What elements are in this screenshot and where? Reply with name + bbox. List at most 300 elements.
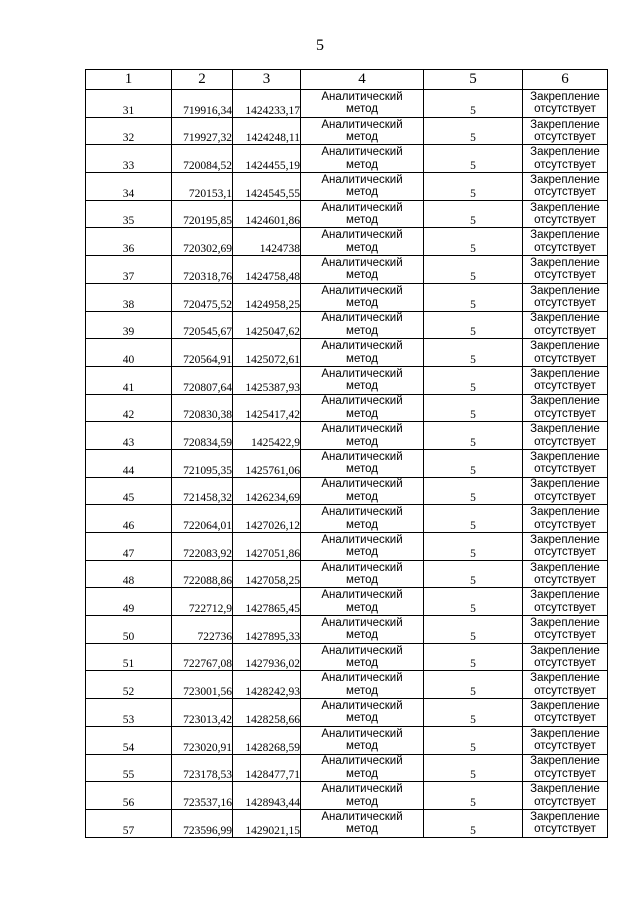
x-coordinate: 723020,91 — [172, 726, 233, 754]
x-coordinate: 722712,9 — [172, 588, 233, 616]
method-cell — [301, 616, 424, 644]
fixing-line-1: Закрепление — [530, 201, 600, 214]
fixing-line-1: Закрепление — [530, 173, 600, 186]
table-row — [86, 699, 608, 727]
fixing-line-1: Закрепление — [530, 229, 600, 242]
point-number: 40 — [86, 339, 172, 367]
fixing-line-2: отсутствует — [534, 214, 596, 227]
x-coordinate: 723537,16 — [172, 782, 233, 810]
x-coordinate: 722088,86 — [172, 560, 233, 588]
point-number: 42 — [86, 394, 172, 422]
x-coordinate: 720084,52 — [172, 145, 233, 173]
x-coordinate: 720195,85 — [172, 200, 233, 228]
accuracy-value: 5 — [424, 145, 523, 173]
method-cell — [301, 339, 424, 367]
fixing-line-2: отсутствует — [534, 380, 596, 393]
fixing-cell — [523, 477, 608, 505]
fixing-line-2: отсутствует — [534, 518, 596, 531]
y-coordinate: 1425072,61 — [233, 339, 301, 367]
table-row — [86, 283, 608, 311]
point-number: 43 — [86, 422, 172, 450]
y-coordinate: 1428943,44 — [233, 782, 301, 810]
table-row — [86, 505, 608, 533]
method-cell — [301, 754, 424, 782]
fixing-line-1: Закрепление — [530, 699, 600, 712]
y-coordinate: 1425417,42 — [233, 394, 301, 422]
table-row — [86, 533, 608, 561]
fixing-line-2: отсутствует — [534, 795, 596, 808]
fixing-cell — [523, 173, 608, 201]
accuracy-value: 5 — [424, 256, 523, 284]
table-row — [86, 339, 608, 367]
x-coordinate: 721095,35 — [172, 449, 233, 477]
method-cell — [301, 145, 424, 173]
fixing-line-1: Закрепление — [530, 672, 600, 685]
fixing-line-2: отсутствует — [534, 435, 596, 448]
y-coordinate: 1424233,17 — [233, 90, 301, 118]
y-coordinate: 1427051,86 — [233, 533, 301, 561]
x-coordinate: 720545,67 — [172, 311, 233, 339]
method-line-2: метод — [346, 186, 378, 199]
method-line-2: метод — [346, 490, 378, 503]
method-line-1: Аналитический — [321, 340, 403, 353]
y-coordinate: 1424601,86 — [233, 200, 301, 228]
method-line-2: метод — [346, 684, 378, 697]
fixing-line-2: отсутствует — [534, 407, 596, 420]
method-line-1: Аналитический — [321, 561, 403, 574]
method-cell — [301, 560, 424, 588]
table-row — [86, 311, 608, 339]
method-line-2: метод — [346, 269, 378, 282]
method-line-1: Аналитический — [321, 173, 403, 186]
accuracy-value: 5 — [424, 754, 523, 782]
fixing-line-2: отсутствует — [534, 546, 596, 559]
fixing-line-1: Закрепление — [530, 533, 600, 546]
fixing-cell — [523, 339, 608, 367]
column-header-2: 2 — [172, 70, 233, 90]
table-row — [86, 422, 608, 450]
fixing-line-2: отсутствует — [534, 657, 596, 670]
y-coordinate: 1427058,25 — [233, 560, 301, 588]
y-coordinate: 1424758,48 — [233, 256, 301, 284]
method-cell — [301, 533, 424, 561]
accuracy-value: 5 — [424, 505, 523, 533]
y-coordinate: 1424958,25 — [233, 283, 301, 311]
fixing-line-1: Закрепление — [530, 506, 600, 519]
y-coordinate: 1428477,71 — [233, 754, 301, 782]
method-cell — [301, 200, 424, 228]
y-coordinate: 1429021,15 — [233, 809, 301, 837]
method-cell — [301, 643, 424, 671]
method-line-2: метод — [346, 407, 378, 420]
x-coordinate: 720834,59 — [172, 422, 233, 450]
fixing-cell — [523, 699, 608, 727]
fixing-cell — [523, 283, 608, 311]
method-line-2: метод — [346, 131, 378, 144]
accuracy-value: 5 — [424, 477, 523, 505]
fixing-cell — [523, 560, 608, 588]
fixing-cell — [523, 643, 608, 671]
table-row — [86, 256, 608, 284]
y-coordinate: 1427865,45 — [233, 588, 301, 616]
point-number: 51 — [86, 643, 172, 671]
table-body — [86, 90, 608, 838]
point-number: 31 — [86, 90, 172, 118]
method-cell — [301, 394, 424, 422]
y-coordinate: 1428242,93 — [233, 671, 301, 699]
method-line-1: Аналитический — [321, 146, 403, 159]
fixing-line-1: Закрепление — [530, 478, 600, 491]
point-number: 48 — [86, 560, 172, 588]
fixing-line-2: отсутствует — [534, 463, 596, 476]
fixing-line-2: отсутствует — [534, 601, 596, 614]
fixing-line-2: отсутствует — [534, 490, 596, 503]
y-coordinate: 1424455,19 — [233, 145, 301, 173]
method-line-2: метод — [346, 518, 378, 531]
point-number: 39 — [86, 311, 172, 339]
method-line-1: Аналитический — [321, 229, 403, 242]
fixing-line-2: отсутствует — [534, 712, 596, 725]
accuracy-value: 5 — [424, 200, 523, 228]
column-header-4: 4 — [301, 70, 424, 90]
method-line-1: Аналитический — [321, 727, 403, 740]
method-line-2: метод — [346, 767, 378, 780]
accuracy-value: 5 — [424, 339, 523, 367]
method-line-2: метод — [346, 740, 378, 753]
method-cell — [301, 117, 424, 145]
fixing-cell — [523, 782, 608, 810]
method-line-1: Аналитический — [321, 810, 403, 823]
fixing-line-2: отсутствует — [534, 297, 596, 310]
accuracy-value: 5 — [424, 117, 523, 145]
method-cell — [301, 505, 424, 533]
method-line-2: метод — [346, 546, 378, 559]
y-coordinate: 1424545,55 — [233, 173, 301, 201]
method-cell — [301, 588, 424, 616]
method-line-1: Аналитический — [321, 783, 403, 796]
method-line-1: Аналитический — [321, 589, 403, 602]
fixing-cell — [523, 505, 608, 533]
accuracy-value: 5 — [424, 283, 523, 311]
fixing-line-2: отсутствует — [534, 823, 596, 836]
fixing-line-1: Закрепление — [530, 616, 600, 629]
accuracy-value: 5 — [424, 782, 523, 810]
fixing-line-1: Закрепление — [530, 423, 600, 436]
accuracy-value: 5 — [424, 311, 523, 339]
x-coordinate: 719927,32 — [172, 117, 233, 145]
method-line-2: метод — [346, 823, 378, 836]
method-line-1: Аналитический — [321, 395, 403, 408]
column-header-6: 6 — [523, 70, 608, 90]
table-row — [86, 671, 608, 699]
table-row — [86, 588, 608, 616]
method-cell — [301, 422, 424, 450]
accuracy-value: 5 — [424, 90, 523, 118]
accuracy-value: 5 — [424, 671, 523, 699]
fixing-line-1: Закрепление — [530, 810, 600, 823]
x-coordinate: 720153,1 — [172, 173, 233, 201]
accuracy-value: 5 — [424, 173, 523, 201]
accuracy-value: 5 — [424, 726, 523, 754]
x-coordinate: 720564,91 — [172, 339, 233, 367]
fixing-cell — [523, 588, 608, 616]
fixing-line-2: отсутствует — [534, 158, 596, 171]
point-number: 50 — [86, 616, 172, 644]
table-row — [86, 616, 608, 644]
method-cell — [301, 809, 424, 837]
accuracy-value: 5 — [424, 422, 523, 450]
method-cell — [301, 173, 424, 201]
method-cell — [301, 90, 424, 118]
method-line-1: Аналитический — [321, 367, 403, 380]
method-line-1: Аналитический — [321, 478, 403, 491]
method-cell — [301, 782, 424, 810]
method-line-2: метод — [346, 352, 378, 365]
point-number: 56 — [86, 782, 172, 810]
point-number: 38 — [86, 283, 172, 311]
accuracy-value: 5 — [424, 699, 523, 727]
method-cell — [301, 477, 424, 505]
x-coordinate: 719916,34 — [172, 90, 233, 118]
fixing-line-1: Закрепление — [530, 312, 600, 325]
fixing-line-1: Закрепление — [530, 727, 600, 740]
fixing-cell — [523, 90, 608, 118]
fixing-line-1: Закрепление — [530, 783, 600, 796]
x-coordinate: 720475,52 — [172, 283, 233, 311]
table-row — [86, 477, 608, 505]
method-cell — [301, 699, 424, 727]
table-row — [86, 173, 608, 201]
fixing-cell — [523, 809, 608, 837]
method-cell — [301, 228, 424, 256]
x-coordinate: 722064,01 — [172, 505, 233, 533]
x-coordinate: 723596,99 — [172, 809, 233, 837]
fixing-line-1: Закрепление — [530, 755, 600, 768]
accuracy-value: 5 — [424, 616, 523, 644]
table-row — [86, 782, 608, 810]
method-line-2: метод — [346, 463, 378, 476]
x-coordinate: 720830,38 — [172, 394, 233, 422]
x-coordinate: 722767,08 — [172, 643, 233, 671]
fixing-cell — [523, 726, 608, 754]
point-number: 32 — [86, 117, 172, 145]
method-line-1: Аналитический — [321, 533, 403, 546]
y-coordinate: 1428268,59 — [233, 726, 301, 754]
point-number: 45 — [86, 477, 172, 505]
table-row — [86, 145, 608, 173]
method-cell — [301, 311, 424, 339]
accuracy-value: 5 — [424, 588, 523, 616]
fixing-line-2: отсутствует — [534, 684, 596, 697]
y-coordinate: 1425761,06 — [233, 449, 301, 477]
point-number: 35 — [86, 200, 172, 228]
method-line-2: метод — [346, 297, 378, 310]
fixing-line-2: отсутствует — [534, 131, 596, 144]
y-coordinate: 1428258,66 — [233, 699, 301, 727]
fixing-line-2: отсутствует — [534, 241, 596, 254]
method-line-1: Аналитический — [321, 755, 403, 768]
method-cell — [301, 671, 424, 699]
method-line-1: Аналитический — [321, 284, 403, 297]
point-number: 44 — [86, 449, 172, 477]
point-number: 52 — [86, 671, 172, 699]
point-number: 33 — [86, 145, 172, 173]
fixing-cell — [523, 533, 608, 561]
point-number: 47 — [86, 533, 172, 561]
x-coordinate: 722083,92 — [172, 533, 233, 561]
point-number: 41 — [86, 366, 172, 394]
method-line-1: Аналитический — [321, 201, 403, 214]
point-number: 37 — [86, 256, 172, 284]
table-row — [86, 726, 608, 754]
method-line-2: метод — [346, 380, 378, 393]
fixing-cell — [523, 366, 608, 394]
column-header-3: 3 — [233, 70, 301, 90]
method-line-1: Аналитический — [321, 90, 403, 103]
method-line-1: Аналитический — [321, 450, 403, 463]
x-coordinate: 721458,32 — [172, 477, 233, 505]
fixing-cell — [523, 200, 608, 228]
method-line-1: Аналитический — [321, 118, 403, 131]
point-number: 55 — [86, 754, 172, 782]
y-coordinate: 1427026,12 — [233, 505, 301, 533]
coordinates-table — [85, 69, 608, 838]
y-coordinate: 1425387,93 — [233, 366, 301, 394]
method-cell — [301, 283, 424, 311]
method-line-2: метод — [346, 795, 378, 808]
fixing-cell — [523, 671, 608, 699]
table-row — [86, 90, 608, 118]
fixing-line-1: Закрепление — [530, 367, 600, 380]
fixing-line-2: отсутствует — [534, 574, 596, 587]
method-line-2: метод — [346, 103, 378, 116]
method-cell — [301, 449, 424, 477]
fixing-cell — [523, 394, 608, 422]
fixing-line-2: отсутствует — [534, 103, 596, 116]
y-coordinate: 1425422,9 — [233, 422, 301, 450]
method-cell — [301, 726, 424, 754]
method-line-1: Аналитический — [321, 256, 403, 269]
x-coordinate: 720302,69 — [172, 228, 233, 256]
fixing-cell — [523, 228, 608, 256]
point-number: 36 — [86, 228, 172, 256]
method-line-2: метод — [346, 435, 378, 448]
point-number: 46 — [86, 505, 172, 533]
point-number: 57 — [86, 809, 172, 837]
table-row — [86, 366, 608, 394]
method-line-2: метод — [346, 324, 378, 337]
fixing-line-1: Закрепление — [530, 561, 600, 574]
table-row — [86, 754, 608, 782]
fixing-line-2: отсутствует — [534, 767, 596, 780]
fixing-line-1: Закрепление — [530, 256, 600, 269]
fixing-line-2: отсутствует — [534, 629, 596, 642]
fixing-cell — [523, 311, 608, 339]
fixing-line-1: Закрепление — [530, 118, 600, 131]
accuracy-value: 5 — [424, 228, 523, 256]
table-row — [86, 560, 608, 588]
method-line-1: Аналитический — [321, 312, 403, 325]
method-line-1: Аналитический — [321, 423, 403, 436]
method-cell — [301, 366, 424, 394]
fixing-cell — [523, 616, 608, 644]
fixing-line-1: Закрепление — [530, 395, 600, 408]
column-header-1: 1 — [86, 70, 172, 90]
method-line-2: метод — [346, 601, 378, 614]
method-line-1: Аналитический — [321, 616, 403, 629]
fixing-line-1: Закрепление — [530, 644, 600, 657]
y-coordinate: 1424738 — [233, 228, 301, 256]
fixing-line-1: Закрепление — [530, 340, 600, 353]
point-number: 49 — [86, 588, 172, 616]
fixing-line-1: Закрепление — [530, 450, 600, 463]
table-row — [86, 449, 608, 477]
fixing-cell — [523, 145, 608, 173]
y-coordinate: 1425047,62 — [233, 311, 301, 339]
method-line-2: метод — [346, 214, 378, 227]
method-line-2: метод — [346, 657, 378, 670]
x-coordinate: 723013,42 — [172, 699, 233, 727]
accuracy-value: 5 — [424, 449, 523, 477]
fixing-line-1: Закрепление — [530, 90, 600, 103]
point-number: 54 — [86, 726, 172, 754]
x-coordinate: 722736 — [172, 616, 233, 644]
method-line-1: Аналитический — [321, 699, 403, 712]
fixing-line-2: отсутствует — [534, 324, 596, 337]
x-coordinate: 723178,53 — [172, 754, 233, 782]
point-number: 34 — [86, 173, 172, 201]
table-row — [86, 643, 608, 671]
accuracy-value: 5 — [424, 533, 523, 561]
fixing-cell — [523, 449, 608, 477]
fixing-cell — [523, 117, 608, 145]
table-row — [86, 117, 608, 145]
table-row — [86, 394, 608, 422]
page-number: 5 — [316, 37, 324, 54]
y-coordinate: 1424248,11 — [233, 117, 301, 145]
accuracy-value: 5 — [424, 366, 523, 394]
accuracy-value: 5 — [424, 643, 523, 671]
fixing-line-2: отсутствует — [534, 740, 596, 753]
table-row — [86, 809, 608, 837]
method-line-1: Аналитический — [321, 506, 403, 519]
x-coordinate: 720807,64 — [172, 366, 233, 394]
fixing-cell — [523, 256, 608, 284]
y-coordinate: 1426234,69 — [233, 477, 301, 505]
method-line-2: метод — [346, 574, 378, 587]
fixing-line-1: Закрепление — [530, 284, 600, 297]
fixing-line-2: отсутствует — [534, 186, 596, 199]
table-row — [86, 200, 608, 228]
method-line-2: метод — [346, 158, 378, 171]
fixing-line-2: отсутствует — [534, 269, 596, 282]
method-line-2: метод — [346, 629, 378, 642]
accuracy-value: 5 — [424, 809, 523, 837]
fixing-line-1: Закрепление — [530, 589, 600, 602]
accuracy-value: 5 — [424, 394, 523, 422]
table-header-row — [86, 70, 608, 90]
column-header-5: 5 — [424, 70, 523, 90]
y-coordinate: 1427895,33 — [233, 616, 301, 644]
accuracy-value: 5 — [424, 560, 523, 588]
fixing-line-1: Закрепление — [530, 146, 600, 159]
fixing-line-2: отсутствует — [534, 352, 596, 365]
method-line-2: метод — [346, 241, 378, 254]
x-coordinate: 720318,76 — [172, 256, 233, 284]
method-line-1: Аналитический — [321, 672, 403, 685]
method-cell — [301, 256, 424, 284]
fixing-cell — [523, 422, 608, 450]
